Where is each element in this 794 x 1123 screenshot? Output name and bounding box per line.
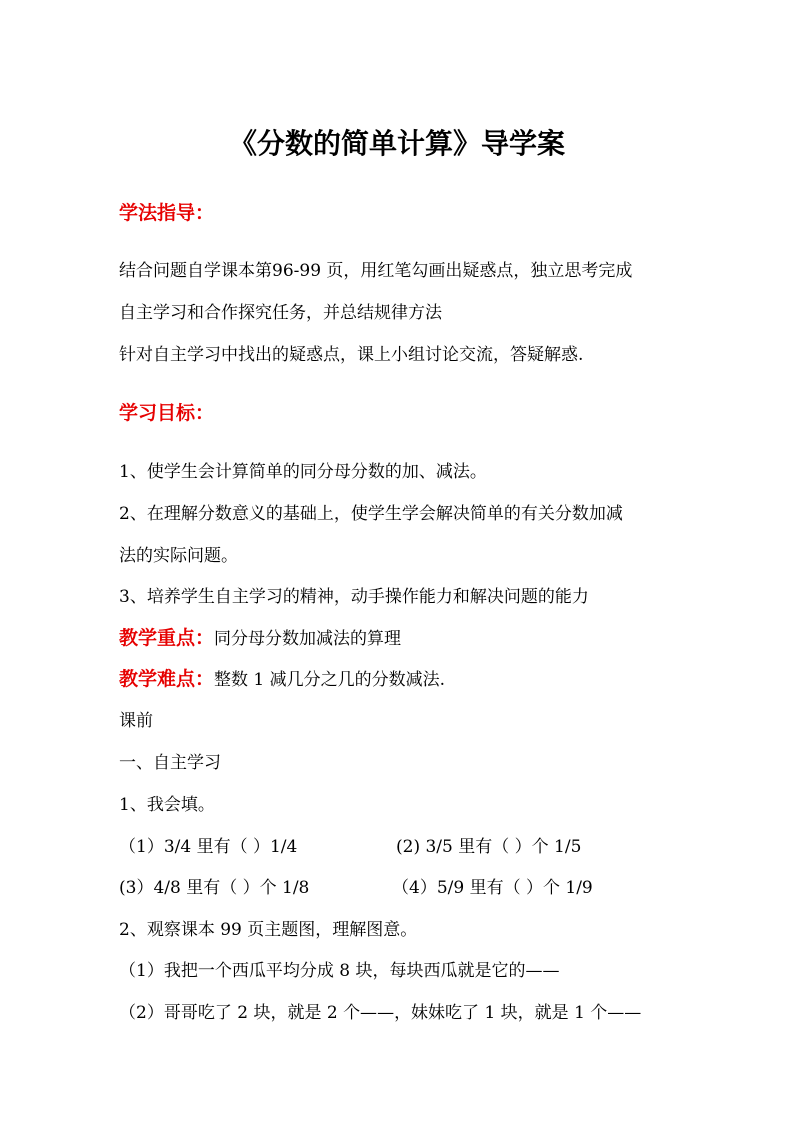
question-2-sentence-2: （2）哥哥吃了 2 块，就是 2 个——，妹妹吃了 1 块，就是 1 个—— [119,1003,642,1023]
question-2-sentence-1: （1）我把一个西瓜平均分成 8 块，每块西瓜就是它的—— [119,961,560,981]
teaching-key-text: 同分母分数加减法的算理 [214,629,402,649]
fill-item-2: (2) 3/5 里有（ ）个 1/5 [396,837,582,857]
page-title: 《分数的简单计算》导学案 [228,127,565,160]
teaching-difficulty-label: 教学难点： [119,668,215,690]
pre-class-label: 课前 [119,711,153,731]
goal-2-line-1: 2、在理解分数意义的基础上，使学生学会解决简单的有关分数加减 [119,504,623,524]
learning-goals-heading: 学习目标： [119,402,215,424]
question-2-heading: 2、观察课本 99 页主题图，理解图意。 [119,920,418,940]
fill-item-1: （1）3/4 里有（ ）1/4 [119,837,298,857]
teaching-key-point [119,628,401,648]
teaching-key-label: 教学重点： [119,627,215,649]
goal-3: 3、培养学生自主学习的精神，动手操作能力和解决问题的能力 [119,587,589,607]
goal-1: 1、使学生会计算简单的同分母分数的加、减法。 [119,462,487,482]
study-method-line-3: 针对自主学习中找出的疑惑点，课上小组讨论交流，答疑解惑. [119,345,584,365]
fill-item-3: (3）4/8 里有（ ）个 1/8 [119,878,310,898]
fill-item-4: （4）5/9 里有（ ）个 1/9 [392,878,593,898]
study-method-line-2: 自主学习和合作探究任务，并总结规律方法 [119,303,442,323]
teaching-difficulty-text: 整数 1 减几分之几的分数减法. [214,670,446,690]
question-1-heading: 1、我会填。 [119,795,215,815]
study-method-line-1: 结合问题自学课本第96-99 页，用红笔勾画出疑惑点，独立思考完成 [119,261,633,281]
teaching-difficulty [119,669,445,689]
goal-2-line-2: 法的实际问题。 [119,546,238,566]
self-study-heading: 一、自主学习 [119,753,221,773]
study-method-heading: 学法指导： [119,202,215,224]
